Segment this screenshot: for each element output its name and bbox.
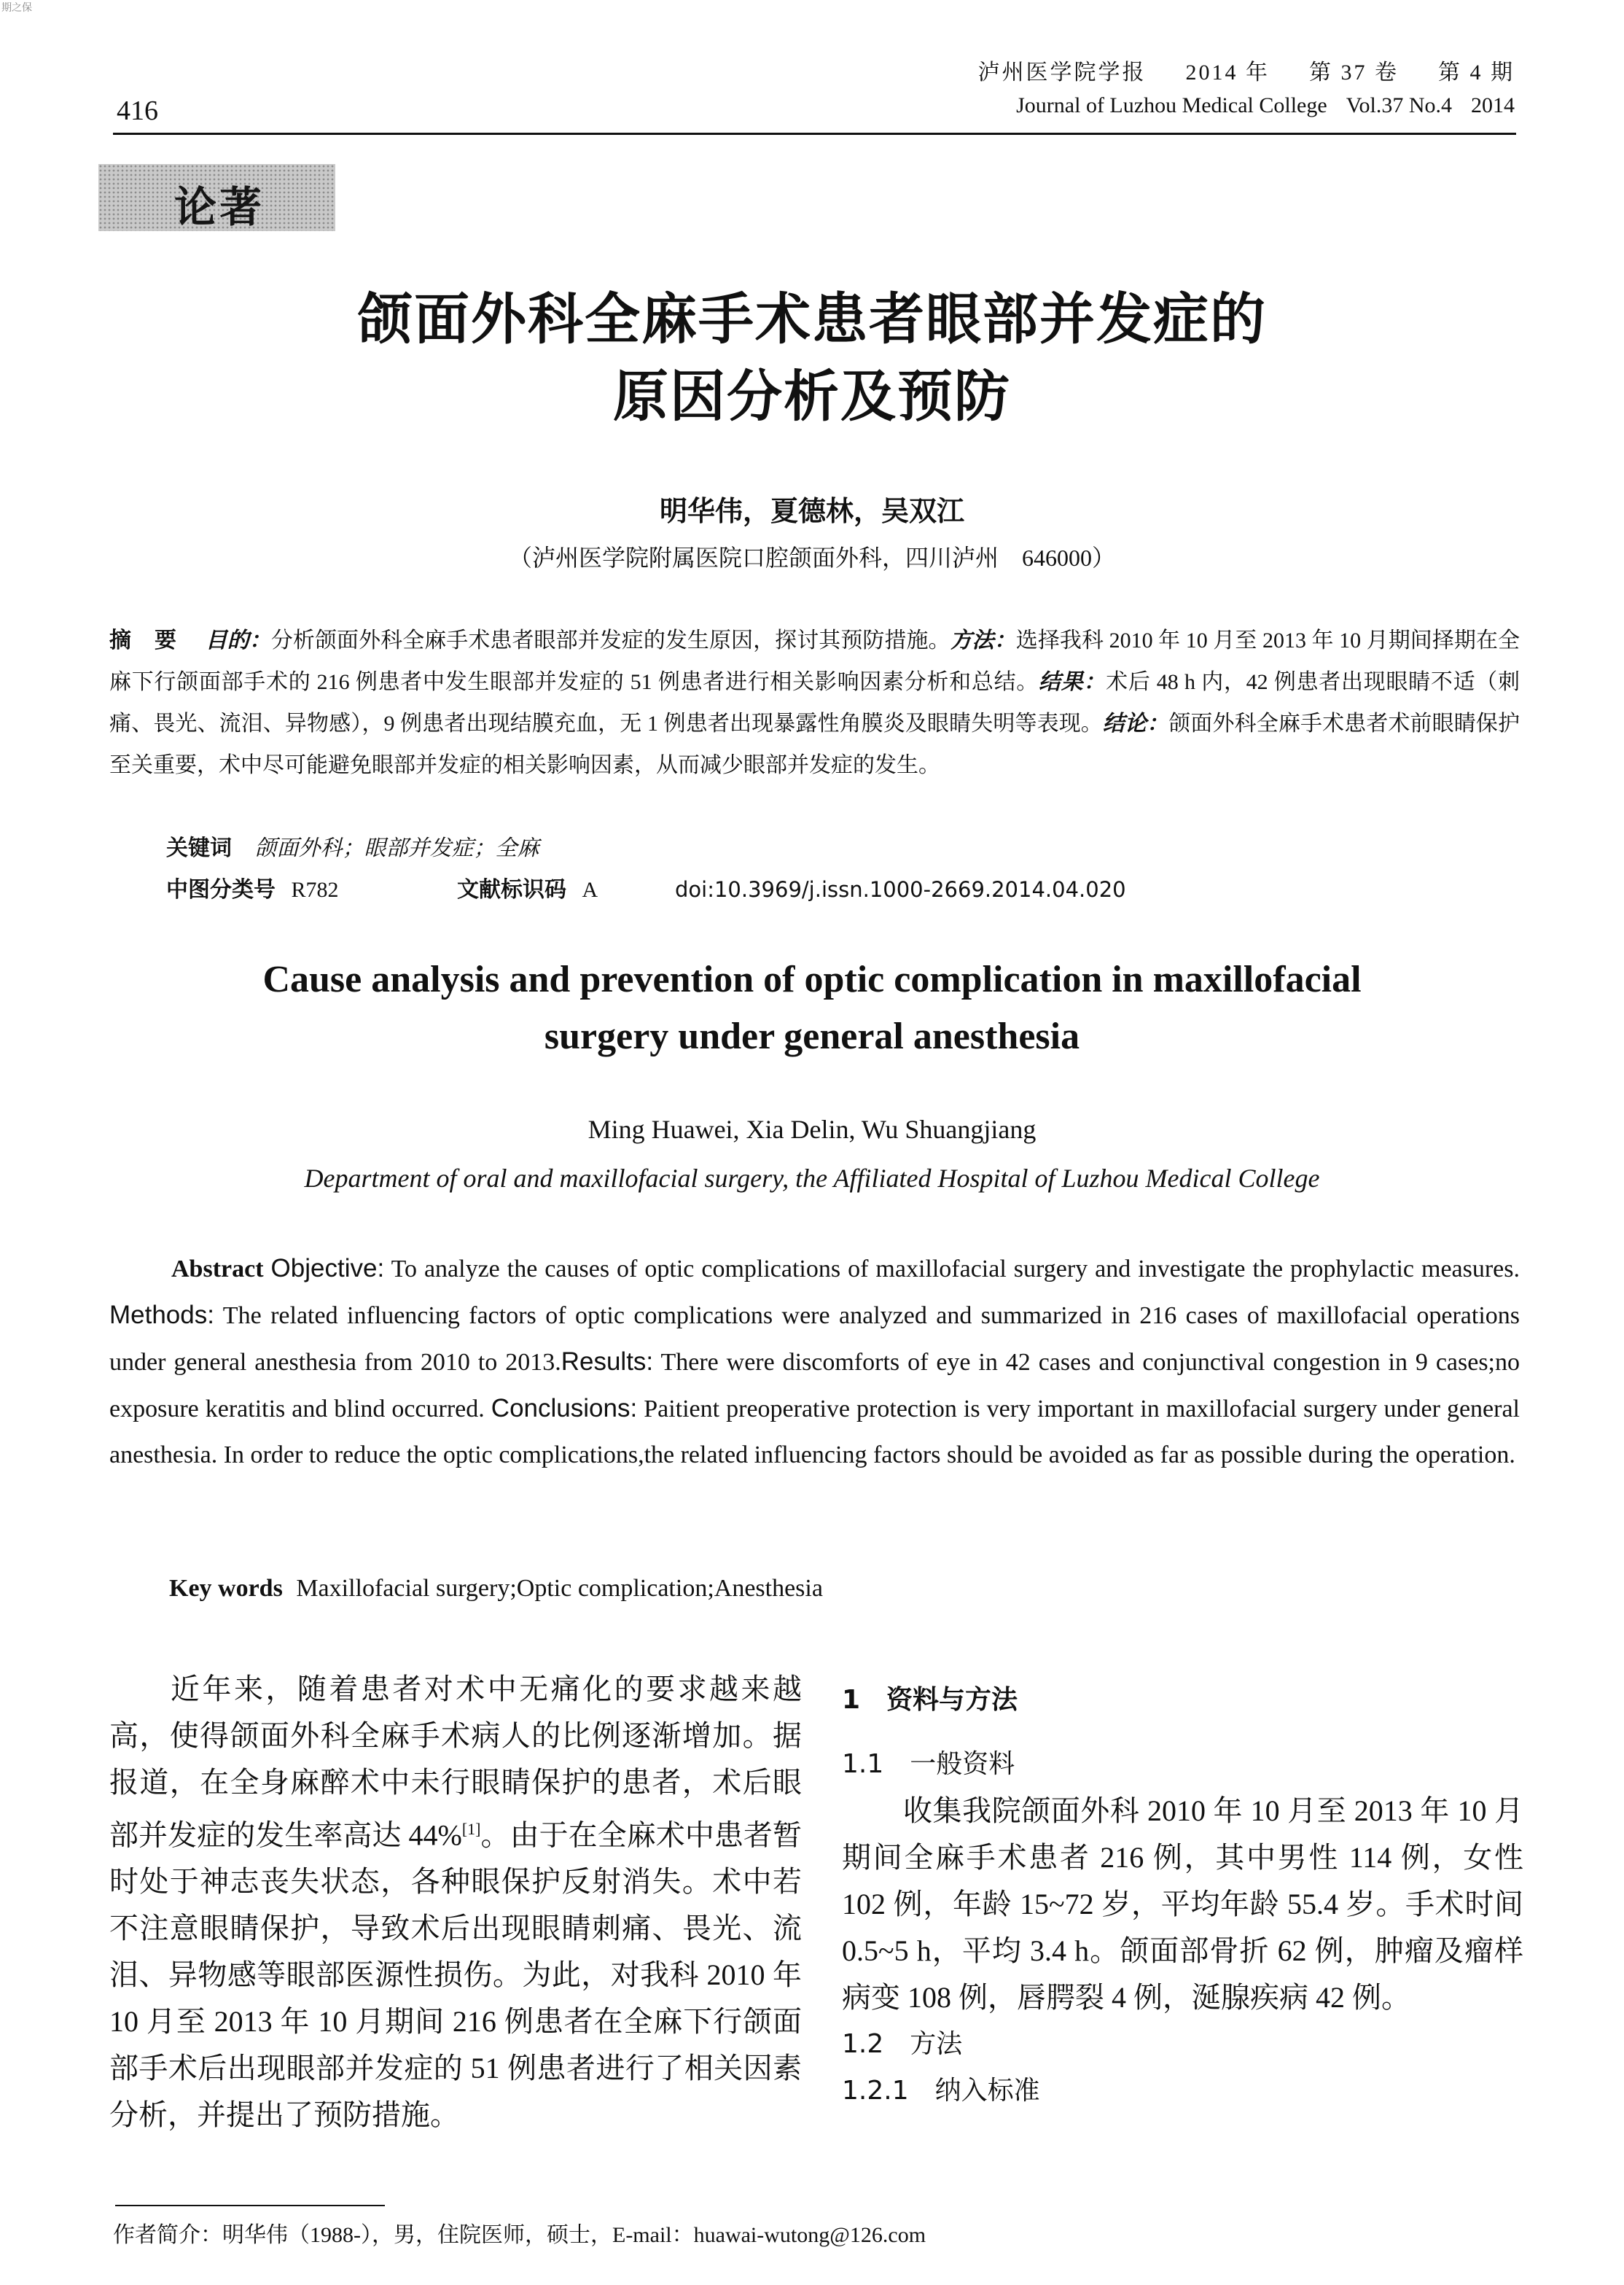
- header-divider: [113, 133, 1516, 135]
- section-tag-label: 论著: [174, 184, 265, 231]
- result-label: 结果：: [1039, 670, 1106, 694]
- journal-issue-cn: 第 4 期: [1438, 61, 1515, 85]
- chinese-title: [0, 281, 1624, 435]
- intro-text: 近年来，随着患者对术中无痛化的要求越来越高，使得颌面外科全麻手术病人的比例逐渐增加。据报道，在全身麻醉术中未行眼睛保护的患者，术后眼部并发症的发生率高达 44%: [109, 1673, 802, 1852]
- watermark-text: 期之保: [1, 2, 32, 14]
- english-keywords: [169, 1575, 823, 1603]
- intro-text-continued: 。由于在全麻术中患者暂时处于神志丧失状态，各种眼保护反射消失。术中若不注意眼睛保护，导致术后出现眼睛刺痛、畏光、流泪、异物感等眼部医源性损伤。为此，对我科 2010 年 10 月至 2013 年 10 月期间 216 例患者在全麻下行颌面部手术后出现眼部并发症的 51 例患者进行了相关因素分析，并提出了预防措施。: [109, 1818, 802, 2132]
- clc-label: 中图分类号: [166, 878, 276, 902]
- english-affiliation: Department of oral and maxillofacial surgery, the Affiliated Hospital of Luzhou Medical College: [304, 1164, 1320, 1193]
- english-title-line-1: Cause analysis and prevention of optic complication in maxillofacial: [262, 959, 1362, 1000]
- doc-code-label: 文献标识码: [457, 878, 566, 902]
- purpose-text: 分析颌面外科全麻手术患者眼部并发症的发生原因，探讨其预防措施。: [270, 628, 950, 653]
- journal-year-cn: 2014 年: [1185, 61, 1270, 85]
- doi-text: doi:10.3969/j.issn.1000-2669.2014.04.020: [675, 877, 1126, 902]
- journal-header-cn: [978, 54, 1515, 86]
- results-text: There were discomforts of eye in 42 cases and conjunctival congestion in 9 cases;no exposure keratitis and blind occurred.: [109, 1349, 1520, 1422]
- journal-year-en: 2014: [1471, 93, 1515, 117]
- footnote-divider: [115, 2205, 385, 2206]
- author-footnote: 作者简介：明华伟（1988-），男，住院医师，硕士，E-mail：huawai-wutong@126.com: [113, 2223, 926, 2247]
- section-heading-1-2: 1.2 方法: [842, 2029, 963, 2059]
- chinese-title-line-2: 原因分析及预防: [613, 364, 1011, 429]
- journal-name-cn: 泸州医学院学报: [977, 61, 1147, 85]
- methods-text: The related influencing factors of optic complications were analyzed and summarized in 216 cases of maxillofacial operations under general anesthesia from 2010 to 2013.: [109, 1302, 1520, 1376]
- objective-text: To analyze the causes of optic complications of maxillofacial surgery and investigate the prophylactic measures.: [391, 1256, 1520, 1282]
- conclusions-label: Conclusions:: [491, 1394, 638, 1422]
- english-title-line-2: surgery under general anesthesia: [544, 1016, 1080, 1057]
- section-heading-1: 1 资料与方法: [842, 1685, 1018, 1715]
- chinese-title-line-1: 颌面外科全麻手术患者眼部并发症的: [357, 287, 1267, 351]
- english-authors: Ming Huawei, Xia Delin, Wu Shuangjiang: [587, 1115, 1037, 1144]
- journal-name-en: Journal of Luzhou Medical College: [1016, 93, 1327, 117]
- chinese-abstract: [109, 620, 1520, 786]
- objective-label: Objective:: [270, 1254, 385, 1282]
- journal-volume-cn: 第 37 卷: [1309, 61, 1399, 85]
- reference-marker: [1]: [461, 1820, 481, 1838]
- clc-value: R782: [291, 878, 339, 902]
- section-tag: [98, 164, 335, 231]
- chinese-affiliation: （泸州医学院附属医院口腔颌面外科，四川泸州 646000）: [508, 545, 1115, 571]
- keywords-value-en: Maxillofacial surgery;Optic complication;Anesthesia: [296, 1575, 823, 1602]
- journal-header: [978, 54, 1515, 118]
- methods-label: Methods:: [109, 1301, 214, 1329]
- english-abstract: [109, 1245, 1520, 1478]
- keywords-label-en: Key words: [169, 1575, 283, 1602]
- keywords-value-cn: 颌面外科；眼部并发症；全麻: [254, 836, 539, 860]
- chinese-keywords: [166, 830, 539, 862]
- abstract-label-en: Abstract: [171, 1256, 264, 1282]
- conclusion-label: 结论：: [1102, 712, 1169, 736]
- classification-line: [166, 871, 1405, 903]
- doc-code-value: A: [582, 878, 598, 902]
- method-text: 选择我科 2010 年 10 月至 2013 年 10 月期间择期在全麻下行颌面部手术的 216 例患者中发生眼部并发症的 51 例患者进行相关影响因素分析和总结。: [109, 628, 1520, 694]
- chinese-authors: 明华伟，夏德林，吴双江: [659, 497, 964, 527]
- intro-paragraph: [109, 1666, 802, 2138]
- english-title: [0, 951, 1624, 1065]
- abstract-label-cn: 摘要: [109, 628, 200, 653]
- method-label: 方法：: [950, 628, 1016, 653]
- keywords-label-cn: 关键词: [166, 836, 232, 860]
- conclusion-text: 颌面外科全麻手术患者术前眼睛保护至关重要，术中尽可能避免眼部并发症的相关影响因素，从而减少眼部并发症的发生。: [109, 712, 1520, 777]
- result-text: 术后 48 h 内，42 例患者出现眼睛不适（刺痛、畏光、流泪、异物感），9 例患者出现结膜充血，无 1 例患者出现暴露性角膜炎及眼睛失明等表现。: [109, 670, 1520, 736]
- conclusions-text: Paitient preoperative protection is very important in maxillofacial surgery under general anesthesia. In order to reduce the optic complications,the related influencing factors should be avoided as far as possible during the operation.: [109, 1395, 1520, 1468]
- purpose-label: 目的：: [205, 628, 271, 653]
- page-number: 416: [117, 96, 158, 126]
- general-data-paragraph: 收集我院颌面外科 2010 年 10 月至 2013 年 10 月期间全麻手术患者 216 例，其中男性 114 例，女性 102 例，年龄 15~72 岁，平均年龄 55.4 岁。手术时间 0.5~5 h，平均 3.4 h。颌面部骨折 62 例，肿瘤及瘤样病变 108 例，唇腭裂 4 例，涎腺疾病 42 例。: [842, 1794, 1523, 2014]
- journal-volume-en: Vol.37 No.4: [1346, 93, 1452, 117]
- journal-header-en: [978, 93, 1515, 118]
- section-heading-1-2-1: 1.2.1 纳入标准: [842, 2076, 1040, 2106]
- body-column-left: [109, 1666, 802, 2138]
- results-label: Results:: [561, 1347, 654, 1376]
- section-heading-1-1: 1.1 一般资料: [842, 1749, 1015, 1779]
- body-column-right: [842, 1677, 1523, 2114]
